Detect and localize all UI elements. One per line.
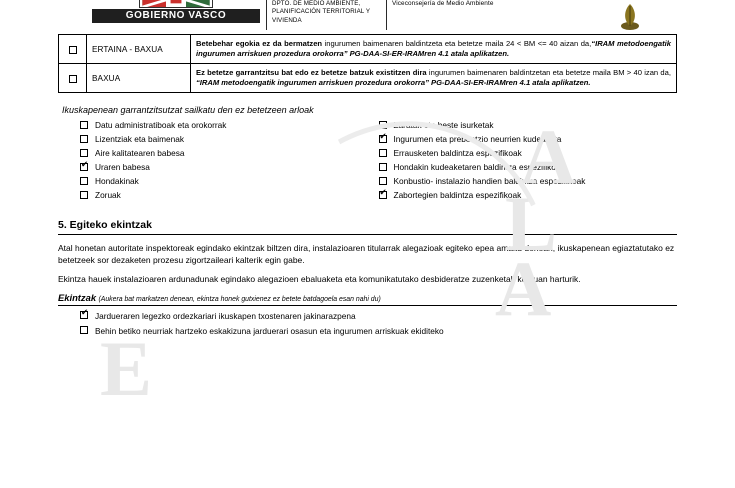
viceconsejeria-label: Viceconsejería de Medio Ambiente — [392, 0, 494, 7]
actions-subheading-note: (Aukera bat markatzen denean, ekintza honek gutxienez ez betete batdagoela esan nahi du) — [98, 296, 381, 304]
checkbox-zaratak-isurketak[interactable] — [379, 121, 387, 129]
gobierno-vasco-logo — [88, 0, 264, 23]
list-item-label: Aire kalitatearen babesa — [95, 148, 185, 159]
row-description-italic: “IRAM metodoengatik ingurumen arriskuen prozedura orokorra” PG-DAA-SI-ER-IRAMren 4.1 atala aplikatzen. — [196, 39, 671, 59]
list-item[interactable] — [58, 326, 677, 336]
table-row — [59, 35, 677, 64]
checkbox-uraren-babesa[interactable] — [80, 163, 88, 171]
areas-column-left — [80, 121, 379, 205]
department-label: DPTO. DE MEDIO AMBIENTE, PLANIFICACIÓN TERRITORIAL Y VIVIENDA — [272, 0, 370, 24]
row-description-rest: ingurumen baimenaren baldintzeta eta betetze maila 24 < BM <= 40 aizan da, — [322, 39, 592, 48]
list-item[interactable] — [379, 135, 678, 145]
document-body — [0, 34, 735, 336]
list-item[interactable] — [80, 135, 379, 145]
list-item-label: Errausketen baldintza espezifikoak — [393, 148, 522, 159]
checkbox-zabortegien-baldintza[interactable] — [379, 191, 387, 199]
list-item-label: Behin betiko neurriak hartzeko eskakizuna jarduerari osasun eta ingurumen arriskuak ekiditeko — [95, 325, 444, 336]
row-description-rest: ingurumen baimenaren baldintzetan eta betetze maila BM > 40 izan da, — [426, 68, 671, 78]
checkbox-datu-administratiboak[interactable] — [80, 121, 88, 129]
checkbox-konbustio-instalazio[interactable] — [379, 177, 387, 185]
checkbox-ingurumen-prebentzio[interactable] — [379, 135, 387, 143]
logo-wordmark: GOBIERNO VASCO — [92, 9, 260, 23]
watermark-letter: E — [100, 325, 153, 412]
list-item[interactable] — [379, 121, 678, 131]
areas-section-title: Ikuskapenean garrantzitsutzat sailkatu den ez betetzeen arloak — [62, 105, 314, 116]
checkbox-baxua[interactable] — [69, 75, 77, 83]
list-item-label: Datu administratiboak eta orokorrak — [95, 120, 227, 131]
section-rule — [58, 234, 677, 235]
list-item-label: Hondakin kudeaketaren baldintza espezifikoak — [393, 162, 565, 173]
list-item[interactable] — [58, 311, 677, 321]
row-checkbox-cell[interactable] — [59, 35, 87, 64]
list-item-label: Zabortegien baldintza espezifikoak — [393, 190, 522, 201]
checkbox-ertaina-baxua[interactable] — [69, 46, 77, 54]
areas-column-right — [379, 121, 678, 205]
list-item-label: Konbustio- instalazio handien baldintza espezifikoak — [393, 176, 586, 187]
list-item[interactable] — [80, 191, 379, 201]
list-item[interactable] — [379, 149, 678, 159]
header-divider — [266, 0, 267, 30]
watermark-letter: L — [505, 180, 558, 267]
checkbox-zoruak[interactable] — [80, 191, 88, 199]
row-checkbox-cell[interactable] — [59, 64, 87, 93]
section5-paragraph-1: Atal honetan autoritate inspektoreak egindako ekintzak biltzen dira, instalazioaren titularrak alegazioak egiteko epea amaitu denean, ikuskapenean egiaztatutako ez betetzeek sor dezaketen prozesu zigortzaileari kalterik egin gabe. — [58, 243, 675, 266]
list-item[interactable] — [379, 163, 678, 173]
actions-subheading-label: Ekintzak — [58, 292, 97, 304]
list-item[interactable] — [379, 177, 678, 187]
page-title: 5. Egiteko ekintzak — [58, 219, 152, 232]
checkbox-errausketen-baldintza[interactable] — [379, 149, 387, 157]
list-item[interactable] — [80, 163, 379, 173]
row-label: ERTAINA - BAXUA — [87, 35, 191, 64]
risk-level-table — [58, 34, 677, 93]
list-item[interactable] — [80, 177, 379, 187]
list-item[interactable] — [379, 191, 678, 201]
document-header — [0, 0, 735, 34]
checkbox-hondakin-kudeaketa[interactable] — [379, 163, 387, 171]
table-row — [59, 64, 677, 93]
list-item-label: Jardueraren legezko ordezkariari ikuskapen txostenaren jakinarazpena — [95, 311, 356, 322]
checkbox-hondakinak[interactable] — [80, 177, 88, 185]
list-item[interactable] — [80, 121, 379, 131]
row-label: BAXUA — [87, 64, 191, 93]
list-item-label: Hondakinak — [95, 176, 139, 187]
row-description-italic: “IRAM metodoengatik ingurumen arriskuen prozedura orokorra” PG-DAA-SI-ER-IRAMren 4.1 atala aplikatzen. — [196, 78, 591, 88]
list-item-label: Zaratak eta beste isurketak — [393, 120, 494, 131]
basque-flag-icon — [139, 0, 213, 8]
checkbox-behin-betiko-neurriak[interactable] — [80, 326, 88, 334]
watermark-letter: A — [495, 245, 552, 332]
list-item[interactable] — [80, 149, 379, 159]
list-item-label: Zoruak — [95, 190, 121, 201]
row-description — [191, 64, 677, 93]
watermark-letter: A — [520, 113, 577, 200]
areas-checkbox-columns — [58, 121, 677, 205]
header-divider — [386, 0, 387, 30]
checkbox-lizentziak-baimenak[interactable] — [80, 135, 88, 143]
list-item-label: Uraren babesa — [95, 162, 150, 173]
list-item-label: Ingurumen eta prebentzio neurrien kudeaketa — [393, 134, 562, 145]
actions-underline — [58, 305, 677, 306]
checkbox-jakinarazpena[interactable] — [80, 311, 88, 319]
actions-subheading — [58, 292, 677, 303]
ihobe-emblem-icon — [612, 0, 648, 32]
list-item-label: Lizentziak eta baimenak — [95, 134, 185, 145]
checkbox-aire-kalitatea[interactable] — [80, 149, 88, 157]
row-description — [191, 35, 677, 64]
row-description-bold: Betebehar egokia ez da bermatzen — [196, 39, 323, 48]
section5-paragraph-2: Ekintza hauek instalazioaren ardunadunak egindako alegazioen ebaluaketa eta komunikatutako desbideratze zuzenketak kontuan harturik. — [58, 274, 581, 285]
row-description-bold: Ez betetze garrantzitsu bat edo ez betetze batzuk existitzen dira — [196, 68, 427, 78]
